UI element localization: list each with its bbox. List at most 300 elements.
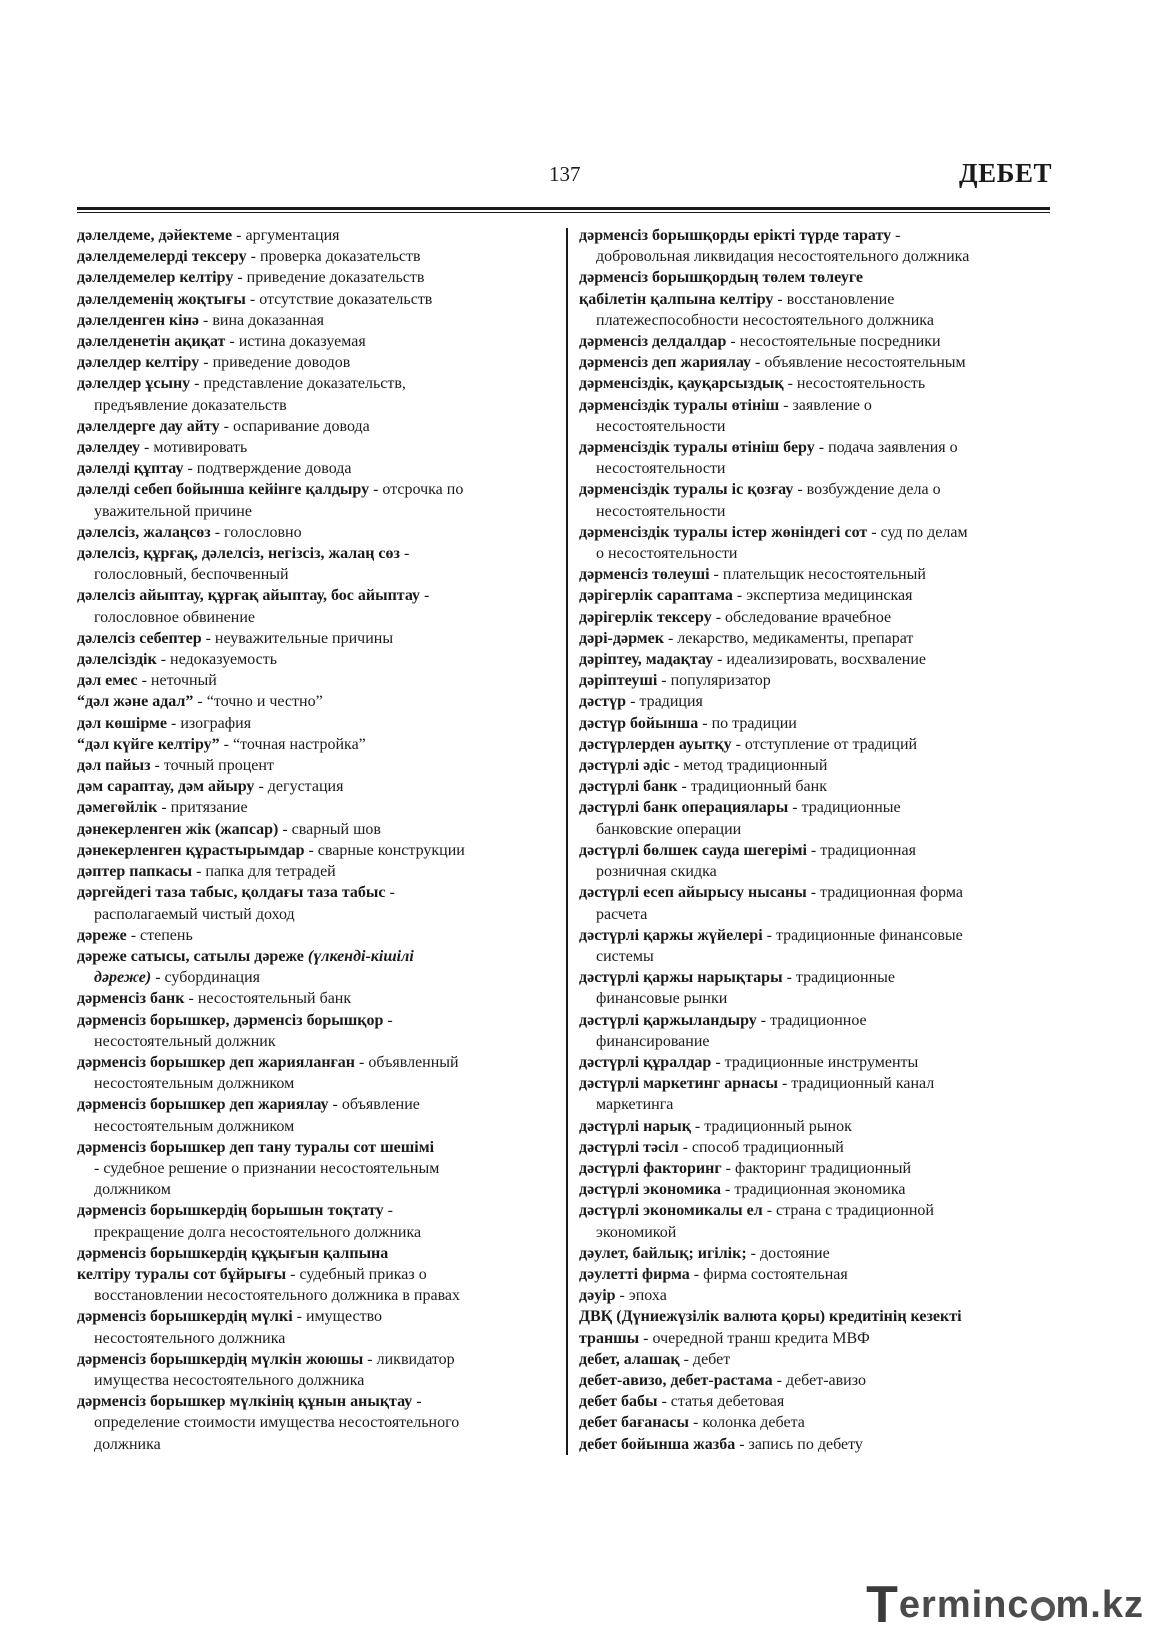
dictionary-line bbox=[77, 1031, 547, 1052]
entry-translation: - приведение доказательств bbox=[233, 269, 425, 287]
entry-translation: - традиционные инструменты bbox=[711, 1053, 919, 1071]
dictionary-line bbox=[579, 1370, 1054, 1391]
dictionary-line bbox=[579, 988, 1054, 1009]
entry-term: дебет-авизо, дебет-растама bbox=[579, 1371, 773, 1389]
dictionary-line bbox=[579, 819, 1054, 840]
entry-translation: - точный процент bbox=[150, 757, 274, 775]
page-number: 137 bbox=[549, 162, 581, 186]
entry-translation: несостоятельности bbox=[596, 502, 726, 520]
entry-term: дәптер папкасы bbox=[77, 863, 193, 881]
entry-term: дәрігерлік сараптама bbox=[579, 587, 733, 605]
entry-term: дәрменсіз деп жариялау bbox=[579, 354, 751, 372]
entry-translation: - фирма состоятельная bbox=[689, 1265, 848, 1283]
entry-translation: финансирование bbox=[596, 1032, 710, 1050]
entry-term: “дәл күйге келтіру” bbox=[77, 735, 220, 753]
entry-term: дәстүрлерден ауытқу bbox=[579, 735, 732, 753]
left-column bbox=[77, 225, 547, 1455]
entry-term: дәстүрлі экономикалы ел bbox=[579, 1202, 763, 1220]
entry-translation: - субординация bbox=[151, 969, 260, 987]
entry-term: дәстүр bbox=[579, 693, 627, 711]
entry-translation: - объявление несостоятельным bbox=[751, 354, 966, 372]
dictionary-line bbox=[77, 882, 547, 903]
entry-term: дәулетті фирма bbox=[579, 1265, 690, 1283]
entry-term: дәрменсіз борышкердің мүлкін жоюшы bbox=[77, 1350, 364, 1368]
header-rule-thick bbox=[77, 207, 1050, 210]
entry-note: (үлкенді-кішілі bbox=[307, 947, 414, 965]
entry-translation: - подтверждение довода bbox=[183, 460, 352, 478]
dictionary-line bbox=[77, 246, 547, 267]
entry-term: дәлелсіз айыптау, құрғақ айыптау, бос айыптау bbox=[77, 587, 421, 605]
entry-term: дәлелдер келтіру bbox=[77, 354, 200, 372]
entry-translation: - традиционные финансовые bbox=[762, 926, 963, 944]
entry-translation: - степень bbox=[126, 926, 193, 944]
entry-translation: - экспертиза медицинская bbox=[732, 587, 913, 605]
dictionary-line bbox=[77, 585, 547, 606]
entry-term: дәстүрлі тәсіл bbox=[579, 1138, 679, 1156]
entry-term: дәрменсіз борышкер, дәрменсіз борышқор bbox=[77, 1011, 384, 1029]
dictionary-line bbox=[77, 967, 547, 988]
dictionary-line bbox=[579, 416, 1054, 437]
entry-term: дәрменсіз борышкер деп жарияланған bbox=[77, 1053, 356, 1071]
entry-term: дебет бойынша жазба bbox=[579, 1435, 736, 1453]
dictionary-line bbox=[579, 1264, 1054, 1285]
dictionary-line bbox=[579, 1328, 1054, 1349]
dictionary-line bbox=[77, 1412, 547, 1433]
dictionary-line bbox=[77, 946, 547, 967]
entry-translation: прекращение долга несостоятельного должника bbox=[94, 1223, 422, 1241]
dictionary-line bbox=[77, 310, 547, 331]
dictionary-line bbox=[579, 1243, 1054, 1264]
entry-term: дәрменсіз борышкердің құқығын қалпына bbox=[77, 1244, 389, 1262]
dictionary-line bbox=[77, 458, 547, 479]
entry-translation: - изография bbox=[167, 714, 252, 732]
entry-translation: - традиция bbox=[626, 693, 703, 711]
entry-translation: имущества несостоятельного должника bbox=[94, 1371, 365, 1389]
entry-translation: - объявленный bbox=[355, 1053, 459, 1071]
dictionary-line bbox=[77, 564, 547, 585]
entry-translation: - суд по делам bbox=[867, 523, 968, 541]
dictionary-line bbox=[77, 734, 547, 755]
entry-term: дәстүрлі экономика bbox=[579, 1181, 722, 1199]
entry-translation: - традиционный рынок bbox=[690, 1117, 852, 1135]
dictionary-line bbox=[579, 564, 1054, 585]
entry-translation: - возбуждение дела о bbox=[793, 481, 941, 499]
entry-term: дәрменсіздік туралы іс қозғау bbox=[579, 481, 794, 499]
dictionary-line bbox=[579, 352, 1054, 373]
entry-term: дәулет, байлық; игілік; bbox=[579, 1244, 747, 1262]
dictionary-line bbox=[579, 925, 1054, 946]
entry-term: дәстүрлі қаржыландыру bbox=[579, 1011, 757, 1029]
dictionary-line bbox=[579, 501, 1054, 522]
entry-translation: голословное обвинение bbox=[94, 608, 255, 626]
entry-term: дәлелдеменің жоқтығы bbox=[77, 290, 246, 308]
entry-translation: уважительной причине bbox=[94, 502, 252, 520]
dictionary-line bbox=[579, 649, 1054, 670]
dictionary-line bbox=[77, 1264, 547, 1285]
entry-translation: - отступление от традиций bbox=[731, 735, 918, 753]
entry-term: дәріптеуші bbox=[579, 672, 658, 690]
dictionary-line bbox=[77, 501, 547, 522]
dictionary-line bbox=[579, 331, 1054, 352]
entry-term: дәрменсіздік туралы өтініш беру bbox=[579, 439, 815, 457]
entry-translation: - проверка доказательств bbox=[246, 248, 421, 266]
dictionary-line bbox=[77, 607, 547, 628]
dictionary-line bbox=[579, 1285, 1054, 1306]
dictionary-line bbox=[579, 967, 1054, 988]
entry-term: дәрменсіз борышкердің мүлкі bbox=[77, 1308, 293, 1326]
entry-term: ДВҚ (Дүниежүзілік валюта қоры) кредитінің кезекті bbox=[579, 1308, 962, 1326]
column-divider bbox=[566, 228, 568, 1455]
dictionary-line bbox=[77, 395, 547, 416]
entry-term: дәстүрлі қаржы нарықтары bbox=[579, 969, 783, 987]
entry-term: дәлелсіз себептер bbox=[77, 629, 202, 647]
entry-translation: финансовые рынки bbox=[596, 990, 728, 1008]
dictionary-line bbox=[77, 628, 547, 649]
entry-term: дәнекерленген құрастырымдар bbox=[77, 841, 305, 859]
entry-translation: - очередной транш кредита МВФ bbox=[639, 1329, 870, 1347]
dictionary-line bbox=[77, 352, 547, 373]
entry-translation: - папка для тетрадей bbox=[192, 863, 336, 881]
entry-term: дәрі-дәрмек bbox=[579, 629, 664, 647]
dictionary-line bbox=[579, 713, 1054, 734]
dictionary-line bbox=[579, 1434, 1054, 1455]
dictionary-line bbox=[77, 416, 547, 437]
dictionary-line bbox=[77, 225, 547, 246]
dictionary-line bbox=[579, 776, 1054, 797]
entry-term: дәрменсіз борышкер деп жариялау bbox=[77, 1096, 329, 1114]
dictionary-line bbox=[77, 776, 547, 797]
entry-translation: - способ традиционный bbox=[678, 1138, 844, 1156]
entry-term: дәргейдегі таза табыс, қолдағы таза табыс bbox=[77, 884, 386, 902]
entry-term: дәлелді себеп бойынша кейінге қалдыру bbox=[77, 481, 370, 499]
dictionary-line bbox=[77, 861, 547, 882]
terminco-watermark-logo bbox=[866, 1576, 1144, 1634]
entry-translation: - приведение доводов bbox=[199, 354, 351, 372]
entry-translation: несостоятельности bbox=[596, 417, 726, 435]
dictionary-line bbox=[579, 246, 1054, 267]
entry-translation: - bbox=[385, 884, 395, 902]
dictionary-line bbox=[77, 713, 547, 734]
entry-translation: - традиционная экономика bbox=[721, 1181, 906, 1199]
entry-translation: - bbox=[383, 1202, 393, 1220]
entry-translation: - несостоятельность bbox=[783, 375, 926, 393]
entry-term: дәрменсіз төлеуші bbox=[579, 566, 710, 584]
entry-translation: - ликвидатор bbox=[363, 1350, 455, 1368]
watermark-prefix: T bbox=[866, 1576, 899, 1634]
dictionary-line bbox=[579, 1179, 1054, 1200]
dictionary-line bbox=[77, 1179, 547, 1200]
entry-term: дәстүрлі әдіс bbox=[579, 757, 670, 775]
dictionary-line bbox=[77, 904, 547, 925]
entry-term: “дәл және адал” bbox=[77, 693, 194, 711]
dictionary-line bbox=[579, 225, 1054, 246]
dictionary-line bbox=[77, 331, 547, 352]
entry-term: дәстүрлі есеп айырысу нысаны bbox=[579, 884, 807, 902]
entry-term: дәстүрлі маркетинг арнасы bbox=[579, 1075, 778, 1093]
entry-term: дәрменсіз делдалдар bbox=[579, 333, 727, 351]
entry-term: дебет бағанасы bbox=[579, 1414, 690, 1432]
entry-translation: - объявление bbox=[328, 1096, 420, 1114]
entry-term: дәнекерленген жік (жапсар) bbox=[77, 820, 279, 838]
entry-translation: экономикой bbox=[596, 1223, 677, 1241]
entry-translation: несостоятельным должником bbox=[94, 1075, 295, 1093]
watermark-circle-icon bbox=[1031, 1597, 1055, 1621]
entry-translation: - колонка дебета bbox=[689, 1414, 805, 1432]
entry-term: дәрменсіз борышкердің борышын тоқтату bbox=[77, 1202, 384, 1220]
entry-translation: - лекарство, медикаменты, препарат bbox=[663, 629, 914, 647]
entry-term: дәрменсіздік туралы істер жөніндегі сот bbox=[579, 523, 868, 541]
dictionary-line bbox=[579, 543, 1054, 564]
dictionary-line bbox=[77, 479, 547, 500]
entry-term: дәрменсіздік, қауқарсыздық bbox=[579, 375, 784, 393]
dictionary-line bbox=[77, 1010, 547, 1031]
dictionary-line bbox=[579, 670, 1054, 691]
dictionary-line bbox=[579, 458, 1054, 479]
entry-translation: восстановлении несостоятельного должника в правах bbox=[94, 1287, 461, 1305]
entry-term: дәстүрлі факторинг bbox=[579, 1159, 722, 1177]
entry-translation: - по традиции bbox=[698, 714, 797, 732]
entry-translation: - страна с традиционной bbox=[762, 1202, 934, 1220]
watermark-suffix: m.kz bbox=[1055, 1584, 1144, 1626]
dictionary-line bbox=[579, 734, 1054, 755]
dictionary-line bbox=[579, 310, 1054, 331]
dictionary-line bbox=[579, 267, 1054, 288]
dictionary-line bbox=[579, 1391, 1054, 1412]
dictionary-line bbox=[579, 1349, 1054, 1370]
entry-translation: несостоятельности bbox=[596, 460, 726, 478]
dictionary-line bbox=[77, 691, 547, 712]
entry-term: дәлелдемелер келтіру bbox=[77, 269, 234, 287]
entry-term: дәстүрлі нарық bbox=[579, 1117, 691, 1135]
entry-translation: - неточный bbox=[137, 672, 217, 690]
dictionary-line bbox=[77, 1391, 547, 1412]
entry-term: дәлелдеу bbox=[77, 439, 141, 457]
entry-translation: - заявление о bbox=[779, 396, 872, 414]
dictionary-line bbox=[77, 437, 547, 458]
entry-term: дәуір bbox=[579, 1287, 616, 1305]
entry-term: дәрігерлік тексеру bbox=[579, 608, 712, 626]
entry-translation: - bbox=[412, 1393, 422, 1411]
header-rule-thin bbox=[77, 212, 1050, 213]
entry-translation: - плательщик несостоятельный bbox=[709, 566, 926, 584]
entry-translation: - традиционное bbox=[756, 1011, 867, 1029]
entry-translation: несостоятельным должником bbox=[94, 1117, 295, 1135]
dictionary-line bbox=[579, 1094, 1054, 1115]
entry-term: дәстүрлі банк bbox=[579, 778, 678, 796]
entry-term: дәрменсіз борышқорды ерікті түрде тарату bbox=[579, 227, 892, 244]
dictionary-line bbox=[579, 479, 1054, 500]
entry-translation: - отсутствие доказательств bbox=[245, 290, 433, 308]
entry-term: дәлелденетін ақиқат bbox=[77, 333, 226, 351]
entry-term: дәл емес bbox=[77, 672, 138, 690]
entry-translation: - представление доказательств, bbox=[190, 375, 406, 393]
dictionary-line bbox=[77, 1116, 547, 1137]
entry-term: дебет, алашақ bbox=[579, 1350, 680, 1368]
dictionary-line bbox=[77, 1243, 547, 1264]
dictionary-line bbox=[77, 1349, 547, 1370]
entry-translation: - судебное решение о признании несостоятельным bbox=[94, 1159, 440, 1177]
dictionary-line bbox=[579, 373, 1054, 394]
entry-translation: - традиционные bbox=[782, 969, 895, 987]
dictionary-line bbox=[579, 1010, 1054, 1031]
entry-translation: добровольная ликвидация несостоятельного должника bbox=[596, 248, 970, 266]
running-head: ДЕБЕТ bbox=[959, 158, 1052, 188]
dictionary-line bbox=[579, 1052, 1054, 1073]
dictionary-line bbox=[77, 649, 547, 670]
entry-translation: - оспаривание довода bbox=[219, 417, 370, 435]
entry-term: дәрменсіз борышкер деп тану туралы сот шешімі bbox=[77, 1138, 435, 1156]
entry-term: дәреже bbox=[77, 926, 127, 944]
entry-term: дәріптеу, мадақтау bbox=[579, 651, 714, 669]
entry-translation: - подача заявления о bbox=[814, 439, 958, 457]
entry-translation: - эпоха bbox=[615, 1287, 667, 1305]
entry-translation: - bbox=[399, 545, 410, 563]
dictionary-line bbox=[579, 755, 1054, 776]
dictionary-line bbox=[579, 1073, 1054, 1094]
dictionary-line bbox=[77, 797, 547, 818]
entry-term: дәлелсіз, жалаңсөз bbox=[77, 523, 211, 541]
entry-translation: - bbox=[891, 227, 901, 244]
dictionary-line bbox=[579, 691, 1054, 712]
entry-translation: - истина доказуемая bbox=[225, 333, 366, 351]
dictionary-line bbox=[77, 1200, 547, 1221]
entry-translation: - сварный шов bbox=[278, 820, 381, 838]
entry-translation: несостоятельный должник bbox=[94, 1032, 276, 1050]
entry-translation: - традиционные bbox=[788, 799, 901, 817]
entry-term: дәлелдер ұсыну bbox=[77, 375, 191, 393]
entry-term: дәлелденген кінә bbox=[77, 311, 200, 329]
entry-term: дәстүр бойынша bbox=[579, 714, 699, 732]
entry-term: дәл пайыз bbox=[77, 757, 151, 775]
dictionary-line bbox=[77, 1073, 547, 1094]
watermark-middle: erminc bbox=[898, 1584, 1030, 1626]
dictionary-line bbox=[77, 1434, 547, 1455]
dictionary-line bbox=[579, 628, 1054, 649]
dictionary-line bbox=[77, 1306, 547, 1327]
entry-term: дебет бабы bbox=[579, 1393, 658, 1411]
entry-translation: - аргументация bbox=[232, 227, 340, 244]
entry-translation: - дебет bbox=[679, 1350, 731, 1368]
entry-translation: - притязание bbox=[157, 799, 248, 817]
entry-translation: - достояние bbox=[746, 1244, 830, 1262]
dictionary-line bbox=[77, 840, 547, 861]
entry-term: қабілетін қалпына келтіру bbox=[579, 290, 774, 308]
entry-translation: - bbox=[420, 587, 430, 605]
dictionary-line bbox=[579, 1158, 1054, 1179]
entry-term: дәрменсіздік туралы өтініш bbox=[579, 396, 780, 414]
entry-term: дәреже сатысы, сатылы дәреже bbox=[77, 947, 304, 965]
entry-translation: - мотивировать bbox=[140, 439, 248, 457]
entry-translation: - несостоятельный банк bbox=[184, 990, 352, 1008]
dictionary-line bbox=[579, 1116, 1054, 1137]
dictionary-line bbox=[77, 1158, 547, 1179]
entry-translation: - традиционная форма bbox=[806, 884, 963, 902]
dictionary-line bbox=[77, 1328, 547, 1349]
dictionary-line bbox=[77, 925, 547, 946]
dictionary-line bbox=[77, 267, 547, 288]
dictionary-line bbox=[77, 1285, 547, 1306]
entry-translation: - факторинг традиционный bbox=[721, 1159, 912, 1177]
dictionary-line bbox=[77, 373, 547, 394]
dictionary-line bbox=[77, 1222, 547, 1243]
entry-term: дәстүрлі бөлшек сауда шегерімі bbox=[579, 841, 807, 859]
entry-translation: - вина доказанная bbox=[199, 311, 324, 329]
dictionary-line bbox=[77, 289, 547, 310]
entry-translation: предъявление доказательств bbox=[94, 396, 287, 414]
entry-term: дәлелдеме, дәйектеме bbox=[77, 227, 233, 244]
dictionary-line bbox=[77, 1137, 547, 1158]
entry-translation: - дегустация bbox=[254, 778, 344, 796]
dictionary-line bbox=[579, 1137, 1054, 1158]
entry-term: траншы bbox=[579, 1329, 640, 1347]
dictionary-line bbox=[77, 755, 547, 776]
dictionary-line bbox=[77, 1094, 547, 1115]
entry-translation: определение стоимости имущества несостоятельного bbox=[94, 1414, 460, 1432]
entry-term: дәстүрлі қаржы жүйелері bbox=[579, 926, 763, 944]
dictionary-line bbox=[77, 819, 547, 840]
dictionary-line bbox=[579, 522, 1054, 543]
entry-translation: - сварные конструкции bbox=[304, 841, 465, 859]
entry-translation: - традиционная bbox=[806, 841, 916, 859]
entry-translation: - имущество bbox=[292, 1308, 383, 1326]
entry-translation: - судебный приказ о bbox=[286, 1265, 427, 1283]
dictionary-line bbox=[579, 904, 1054, 925]
entry-term: дәл көшірме bbox=[77, 714, 167, 732]
entry-translation: - неуважительные причины bbox=[201, 629, 394, 647]
dictionary-line bbox=[579, 1200, 1054, 1221]
entry-translation: - bbox=[383, 1011, 393, 1029]
right-column bbox=[579, 225, 1054, 1455]
entry-translation: располагаемый чистый доход bbox=[94, 905, 295, 923]
dictionary-line bbox=[579, 861, 1054, 882]
entry-translation: - “точная настройка” bbox=[219, 735, 366, 753]
entry-translation: - голословно bbox=[210, 523, 302, 541]
entry-translation: должника bbox=[94, 1435, 161, 1453]
dictionary-line bbox=[579, 607, 1054, 628]
entry-term: дәлелдерге дау айту bbox=[77, 417, 220, 435]
entry-translation: - статья дебетовая bbox=[657, 1393, 785, 1411]
dictionary-line bbox=[579, 882, 1054, 903]
entry-translation: банковские операции bbox=[596, 820, 742, 838]
entry-term: дәмегөйлік bbox=[77, 799, 158, 817]
entry-translation: - запись по дебету bbox=[735, 1435, 863, 1453]
dictionary-line bbox=[579, 437, 1054, 458]
entry-translation: голословный, беспочвенный bbox=[94, 566, 289, 584]
entry-translation: должником bbox=[94, 1181, 171, 1199]
entry-translation: расчета bbox=[596, 905, 648, 923]
entry-term: дәлелді құптау bbox=[77, 460, 184, 478]
entry-term: дәрменсіз банк bbox=[77, 990, 185, 1008]
dictionary-line bbox=[77, 988, 547, 1009]
entry-term: дәлелсіздік bbox=[77, 651, 157, 669]
entry-translation: - популяризатор bbox=[657, 672, 771, 690]
dictionary-line bbox=[579, 1412, 1054, 1433]
entry-translation: - дебет-авизо bbox=[772, 1371, 866, 1389]
entry-translation: маркетинга bbox=[596, 1096, 674, 1114]
entry-translation: - несостоятельные посредники bbox=[726, 333, 941, 351]
dictionary-line bbox=[579, 1222, 1054, 1243]
entry-translation: о несостоятельности bbox=[596, 545, 738, 563]
entry-term: дәрменсіз борышқордың төлем төлеуге bbox=[579, 269, 863, 287]
dictionary-line bbox=[579, 1031, 1054, 1052]
entry-translation: - традиционный банк bbox=[677, 778, 827, 796]
entry-term: келтіру туралы сот бұйрығы bbox=[77, 1265, 287, 1283]
entry-translation: - обследование врачебное bbox=[711, 608, 892, 626]
dictionary-line bbox=[77, 1052, 547, 1073]
entry-term: дәлелдемелерді тексеру bbox=[77, 248, 247, 266]
entry-term: дәрменсіз борышкер мүлкінің құнын анықтау bbox=[77, 1393, 413, 1411]
dictionary-line bbox=[77, 543, 547, 564]
